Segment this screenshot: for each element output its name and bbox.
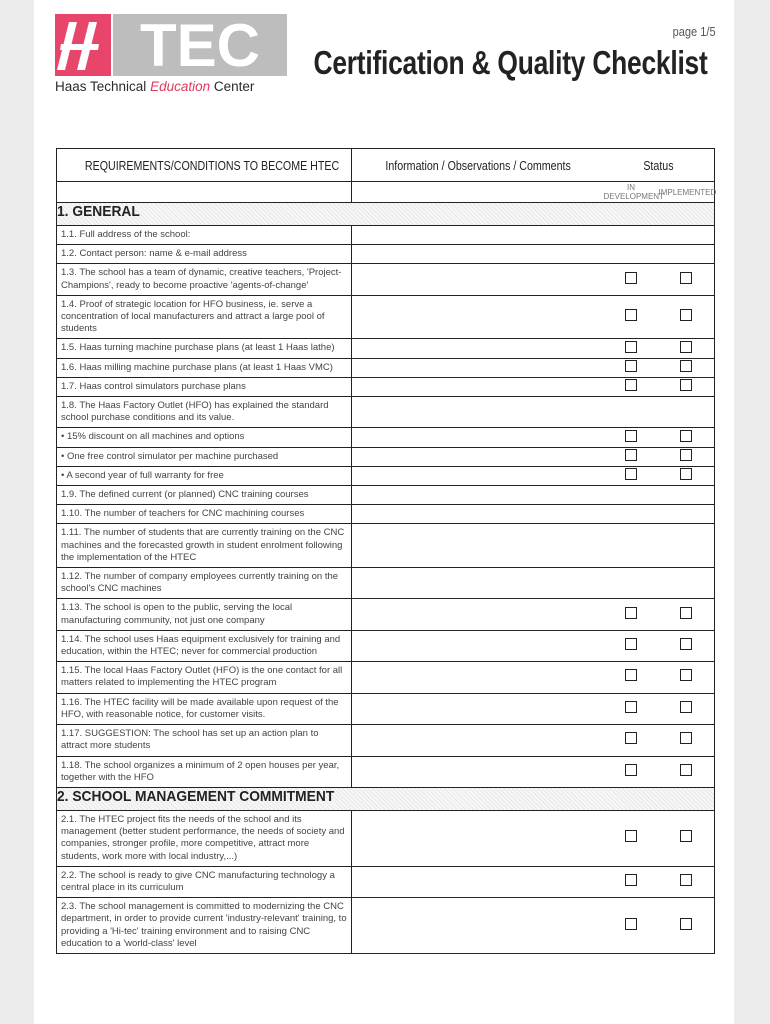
checklist-row xyxy=(57,428,715,447)
status-cell-development xyxy=(604,662,659,693)
status-cell-implemented xyxy=(659,295,715,339)
status-cell-implemented xyxy=(659,599,715,630)
requirement-text: • One free control simulator per machine purchased xyxy=(57,447,352,466)
comment-field[interactable] xyxy=(352,693,604,724)
status-cell-development xyxy=(604,505,659,524)
comment-field[interactable] xyxy=(352,725,604,756)
status-cell-implemented xyxy=(659,339,715,358)
checklist-row xyxy=(57,245,715,264)
comment-field[interactable] xyxy=(352,662,604,693)
checkbox-implemented[interactable] xyxy=(680,764,692,776)
status-cell-implemented xyxy=(659,630,715,661)
status-cell-implemented xyxy=(659,898,715,954)
checkbox-implemented[interactable] xyxy=(680,830,692,842)
checklist-row xyxy=(57,264,715,295)
requirement-text: 1.18. The school organizes a minimum of 2 open houses per year, together with the HFO xyxy=(57,756,352,787)
comment-field[interactable] xyxy=(352,245,604,264)
status-cell-development xyxy=(604,264,659,295)
checkbox-implemented[interactable] xyxy=(680,379,692,391)
checkbox-implemented[interactable] xyxy=(680,309,692,321)
status-cell-implemented xyxy=(659,725,715,756)
status-cell-development xyxy=(604,358,659,377)
status-cell-development xyxy=(604,397,659,428)
requirement-text: • A second year of full warranty for free xyxy=(57,466,352,485)
checklist-row xyxy=(57,866,715,897)
status-cell-development xyxy=(604,568,659,599)
checkbox-development[interactable] xyxy=(625,468,637,480)
comment-field[interactable] xyxy=(352,264,604,295)
section-header xyxy=(57,203,715,226)
comment-field[interactable] xyxy=(352,339,604,358)
checklist-row xyxy=(57,377,715,396)
comment-field[interactable] xyxy=(352,898,604,954)
checklist-table xyxy=(56,148,715,954)
logo-subtitle: Haas Technical Education Center xyxy=(55,79,255,94)
checklist-row xyxy=(57,599,715,630)
checklist-row xyxy=(57,630,715,661)
status-cell-implemented xyxy=(659,428,715,447)
requirement-text: 2.1. The HTEC project fits the needs of the school and its management (better student performance, the needs of society and companies, stronger profile, more competitive, attract more students, work more with local industry,...) xyxy=(57,810,352,866)
checkbox-development[interactable] xyxy=(625,764,637,776)
checkbox-implemented[interactable] xyxy=(680,341,692,353)
checkbox-implemented[interactable] xyxy=(680,669,692,681)
status-cell-implemented xyxy=(659,397,715,428)
checkbox-implemented[interactable] xyxy=(680,468,692,480)
status-cell-implemented xyxy=(659,486,715,505)
comment-field[interactable] xyxy=(352,486,604,505)
checkbox-implemented[interactable] xyxy=(680,360,692,372)
status-cell-development xyxy=(604,245,659,264)
comment-field[interactable] xyxy=(352,358,604,377)
checklist-row xyxy=(57,226,715,245)
checkbox-implemented[interactable] xyxy=(680,272,692,284)
requirement-text: 1.16. The HTEC facility will be made available upon request of the HFO, with reasonable notice, for customer visits. xyxy=(57,693,352,724)
checklist-row xyxy=(57,486,715,505)
comment-field[interactable] xyxy=(352,524,604,568)
checkbox-implemented[interactable] xyxy=(680,638,692,650)
checkbox-development[interactable] xyxy=(625,272,637,284)
requirement-text: 1.3. The school has a team of dynamic, creative teachers, 'Project-Champions', ready to become proactive 'agents-of-change' xyxy=(57,264,352,295)
section-header xyxy=(57,787,715,810)
status-cell-implemented xyxy=(659,505,715,524)
status-cell-implemented xyxy=(659,568,715,599)
checkbox-development[interactable] xyxy=(625,638,637,650)
checklist-row xyxy=(57,447,715,466)
status-cell-development xyxy=(604,447,659,466)
comment-field[interactable] xyxy=(352,630,604,661)
requirement-text: 1.10. The number of teachers for CNC machining courses xyxy=(57,505,352,524)
requirement-text: 1.15. The local Haas Factory Outlet (HFO) is the one contact for all matters related to implementing the HTEC program xyxy=(57,662,352,693)
requirement-text: 1.9. The defined current (or planned) CNC training courses xyxy=(57,486,352,505)
checkbox-development[interactable] xyxy=(625,669,637,681)
requirement-text: 1.5. Haas turning machine purchase plans (at least 1 Haas lathe) xyxy=(57,339,352,358)
checkbox-implemented[interactable] xyxy=(680,918,692,930)
checklist-row xyxy=(57,898,715,954)
checkbox-development[interactable] xyxy=(625,379,637,391)
status-cell-development xyxy=(604,486,659,505)
section-title xyxy=(57,787,715,810)
checklist-row xyxy=(57,505,715,524)
checklist-row xyxy=(57,524,715,568)
status-cell-implemented xyxy=(659,447,715,466)
status-cell-development xyxy=(604,524,659,568)
status-cell-development xyxy=(604,866,659,897)
comment-field[interactable] xyxy=(352,756,604,787)
status-cell-implemented xyxy=(659,226,715,245)
checklist-row xyxy=(57,756,715,787)
status-cell-development xyxy=(604,226,659,245)
svg-text:TEC: TEC xyxy=(140,14,260,79)
section-title xyxy=(57,203,715,226)
checklist-row xyxy=(57,810,715,866)
checkbox-implemented[interactable] xyxy=(680,607,692,619)
status-cell-development xyxy=(604,810,659,866)
requirement-text: 1.14. The school uses Haas equipment exclusively for training and education, within the HTEC; never for commercial production xyxy=(57,630,352,661)
status-cell-development xyxy=(604,339,659,358)
section-title-text: 1. GENERAL xyxy=(57,203,140,220)
checklist-row xyxy=(57,339,715,358)
comment-field[interactable] xyxy=(352,810,604,866)
status-cell-development xyxy=(604,599,659,630)
status-cell-implemented xyxy=(659,466,715,485)
comment-field[interactable] xyxy=(352,377,604,396)
comment-field[interactable] xyxy=(352,428,604,447)
comment-field[interactable] xyxy=(352,866,604,897)
comment-field[interactable] xyxy=(352,295,604,339)
requirement-text: 1.2. Contact person: name & e-mail address xyxy=(57,245,352,264)
status-cell-implemented xyxy=(659,245,715,264)
comment-field[interactable] xyxy=(352,397,604,428)
checkbox-development[interactable] xyxy=(625,341,637,353)
checkbox-development[interactable] xyxy=(625,449,637,461)
checkbox-development[interactable] xyxy=(625,701,637,713)
checkbox-development[interactable] xyxy=(625,918,637,930)
status-impl-label: IMPLEMENTED xyxy=(659,182,715,203)
status-cell-development xyxy=(604,377,659,396)
checkbox-implemented[interactable] xyxy=(680,701,692,713)
status-cell-implemented xyxy=(659,662,715,693)
checkbox-implemented[interactable] xyxy=(680,449,692,461)
checkbox-development[interactable] xyxy=(625,607,637,619)
comment-field[interactable] xyxy=(352,599,604,630)
column-header-status: Status xyxy=(604,149,715,182)
checkbox-development[interactable] xyxy=(625,360,637,372)
comment-field[interactable] xyxy=(352,568,604,599)
status-cell-development xyxy=(604,630,659,661)
status-cell-implemented xyxy=(659,524,715,568)
checklist-row xyxy=(57,662,715,693)
requirement-text: 1.4. Proof of strategic location for HFO business, ie. serve a concentration of local manufacturers and attract a large pool of students xyxy=(57,295,352,339)
subheader-spacer xyxy=(352,182,604,203)
checkbox-development[interactable] xyxy=(625,732,637,744)
requirement-text: 1.12. The number of company employees currently training on the school's CNC machines xyxy=(57,568,352,599)
status-cell-implemented xyxy=(659,693,715,724)
comment-field[interactable] xyxy=(352,447,604,466)
checkbox-implemented[interactable] xyxy=(680,732,692,744)
checkbox-development[interactable] xyxy=(625,874,637,886)
subheader-spacer xyxy=(57,182,352,203)
section-title-text: 2. SCHOOL MANAGEMENT COMMITMENT xyxy=(57,787,335,805)
checkbox-implemented[interactable] xyxy=(680,430,692,442)
page-title: Certification & Quality Checklist xyxy=(313,44,708,81)
status-cell-implemented xyxy=(659,358,715,377)
status-dev-label: IN DEVELOPMENT xyxy=(603,183,664,201)
status-cell-development xyxy=(604,693,659,724)
comment-field[interactable] xyxy=(352,226,604,245)
checkbox-implemented[interactable] xyxy=(680,874,692,886)
requirement-text: 2.3. The school management is committed to modernizing the CNC department, in order to provide current 'industry-relevant' training, to providing a 'Hi-tec' training environment and to raising CNC education to a 'world-class' level xyxy=(57,898,352,954)
requirement-text: • 15% discount on all machines and options xyxy=(57,428,352,447)
status-cell-development xyxy=(604,295,659,339)
checkbox-development[interactable] xyxy=(625,430,637,442)
status-cell-implemented xyxy=(659,264,715,295)
status-cell-implemented xyxy=(659,756,715,787)
requirement-text: 1.13. The school is open to the public, serving the local manufacturing community, not just one company xyxy=(57,599,352,630)
page-number: page 1/5 xyxy=(672,24,716,39)
requirement-text: 1.8. The Haas Factory Outlet (HFO) has explained the standard school purchase conditions and its value. xyxy=(57,397,352,428)
checklist-row xyxy=(57,693,715,724)
checkbox-development[interactable] xyxy=(625,309,637,321)
requirement-text: 1.11. The number of students that are currently training on the CNC machines and the forecasted growth in student enrolment following the implementation of the HTEC xyxy=(57,524,352,568)
requirement-text: 1.7. Haas control simulators purchase plans xyxy=(57,377,352,396)
checklist-row xyxy=(57,358,715,377)
status-cell-development xyxy=(604,428,659,447)
checkbox-development[interactable] xyxy=(625,830,637,842)
comment-field[interactable] xyxy=(352,505,604,524)
status-cell-implemented xyxy=(659,377,715,396)
requirement-text: 1.1. Full address of the school: xyxy=(57,226,352,245)
requirement-text: 2.2. The school is ready to give CNC manufacturing technology a central place in its curriculum xyxy=(57,866,352,897)
status-cell-development xyxy=(604,756,659,787)
column-header-info: Information / Observations / Comments xyxy=(352,149,604,182)
checklist-row xyxy=(57,295,715,339)
requirement-text: 1.17. SUGGESTION: The school has set up an action plan to attract more students xyxy=(57,725,352,756)
checklist-row xyxy=(57,466,715,485)
checklist-row xyxy=(57,397,715,428)
status-cell-implemented xyxy=(659,866,715,897)
checklist-row xyxy=(57,725,715,756)
checklist-row xyxy=(57,568,715,599)
comment-field[interactable] xyxy=(352,466,604,485)
requirement-text: 1.6. Haas milling machine purchase plans (at least 1 Haas VMC) xyxy=(57,358,352,377)
column-header-requirements: REQUIREMENTS/CONDITIONS TO BECOME HTEC xyxy=(57,149,352,182)
status-cell-development xyxy=(604,725,659,756)
status-cell-development xyxy=(604,466,659,485)
status-cell-development xyxy=(604,898,659,954)
status-cell-implemented xyxy=(659,810,715,866)
